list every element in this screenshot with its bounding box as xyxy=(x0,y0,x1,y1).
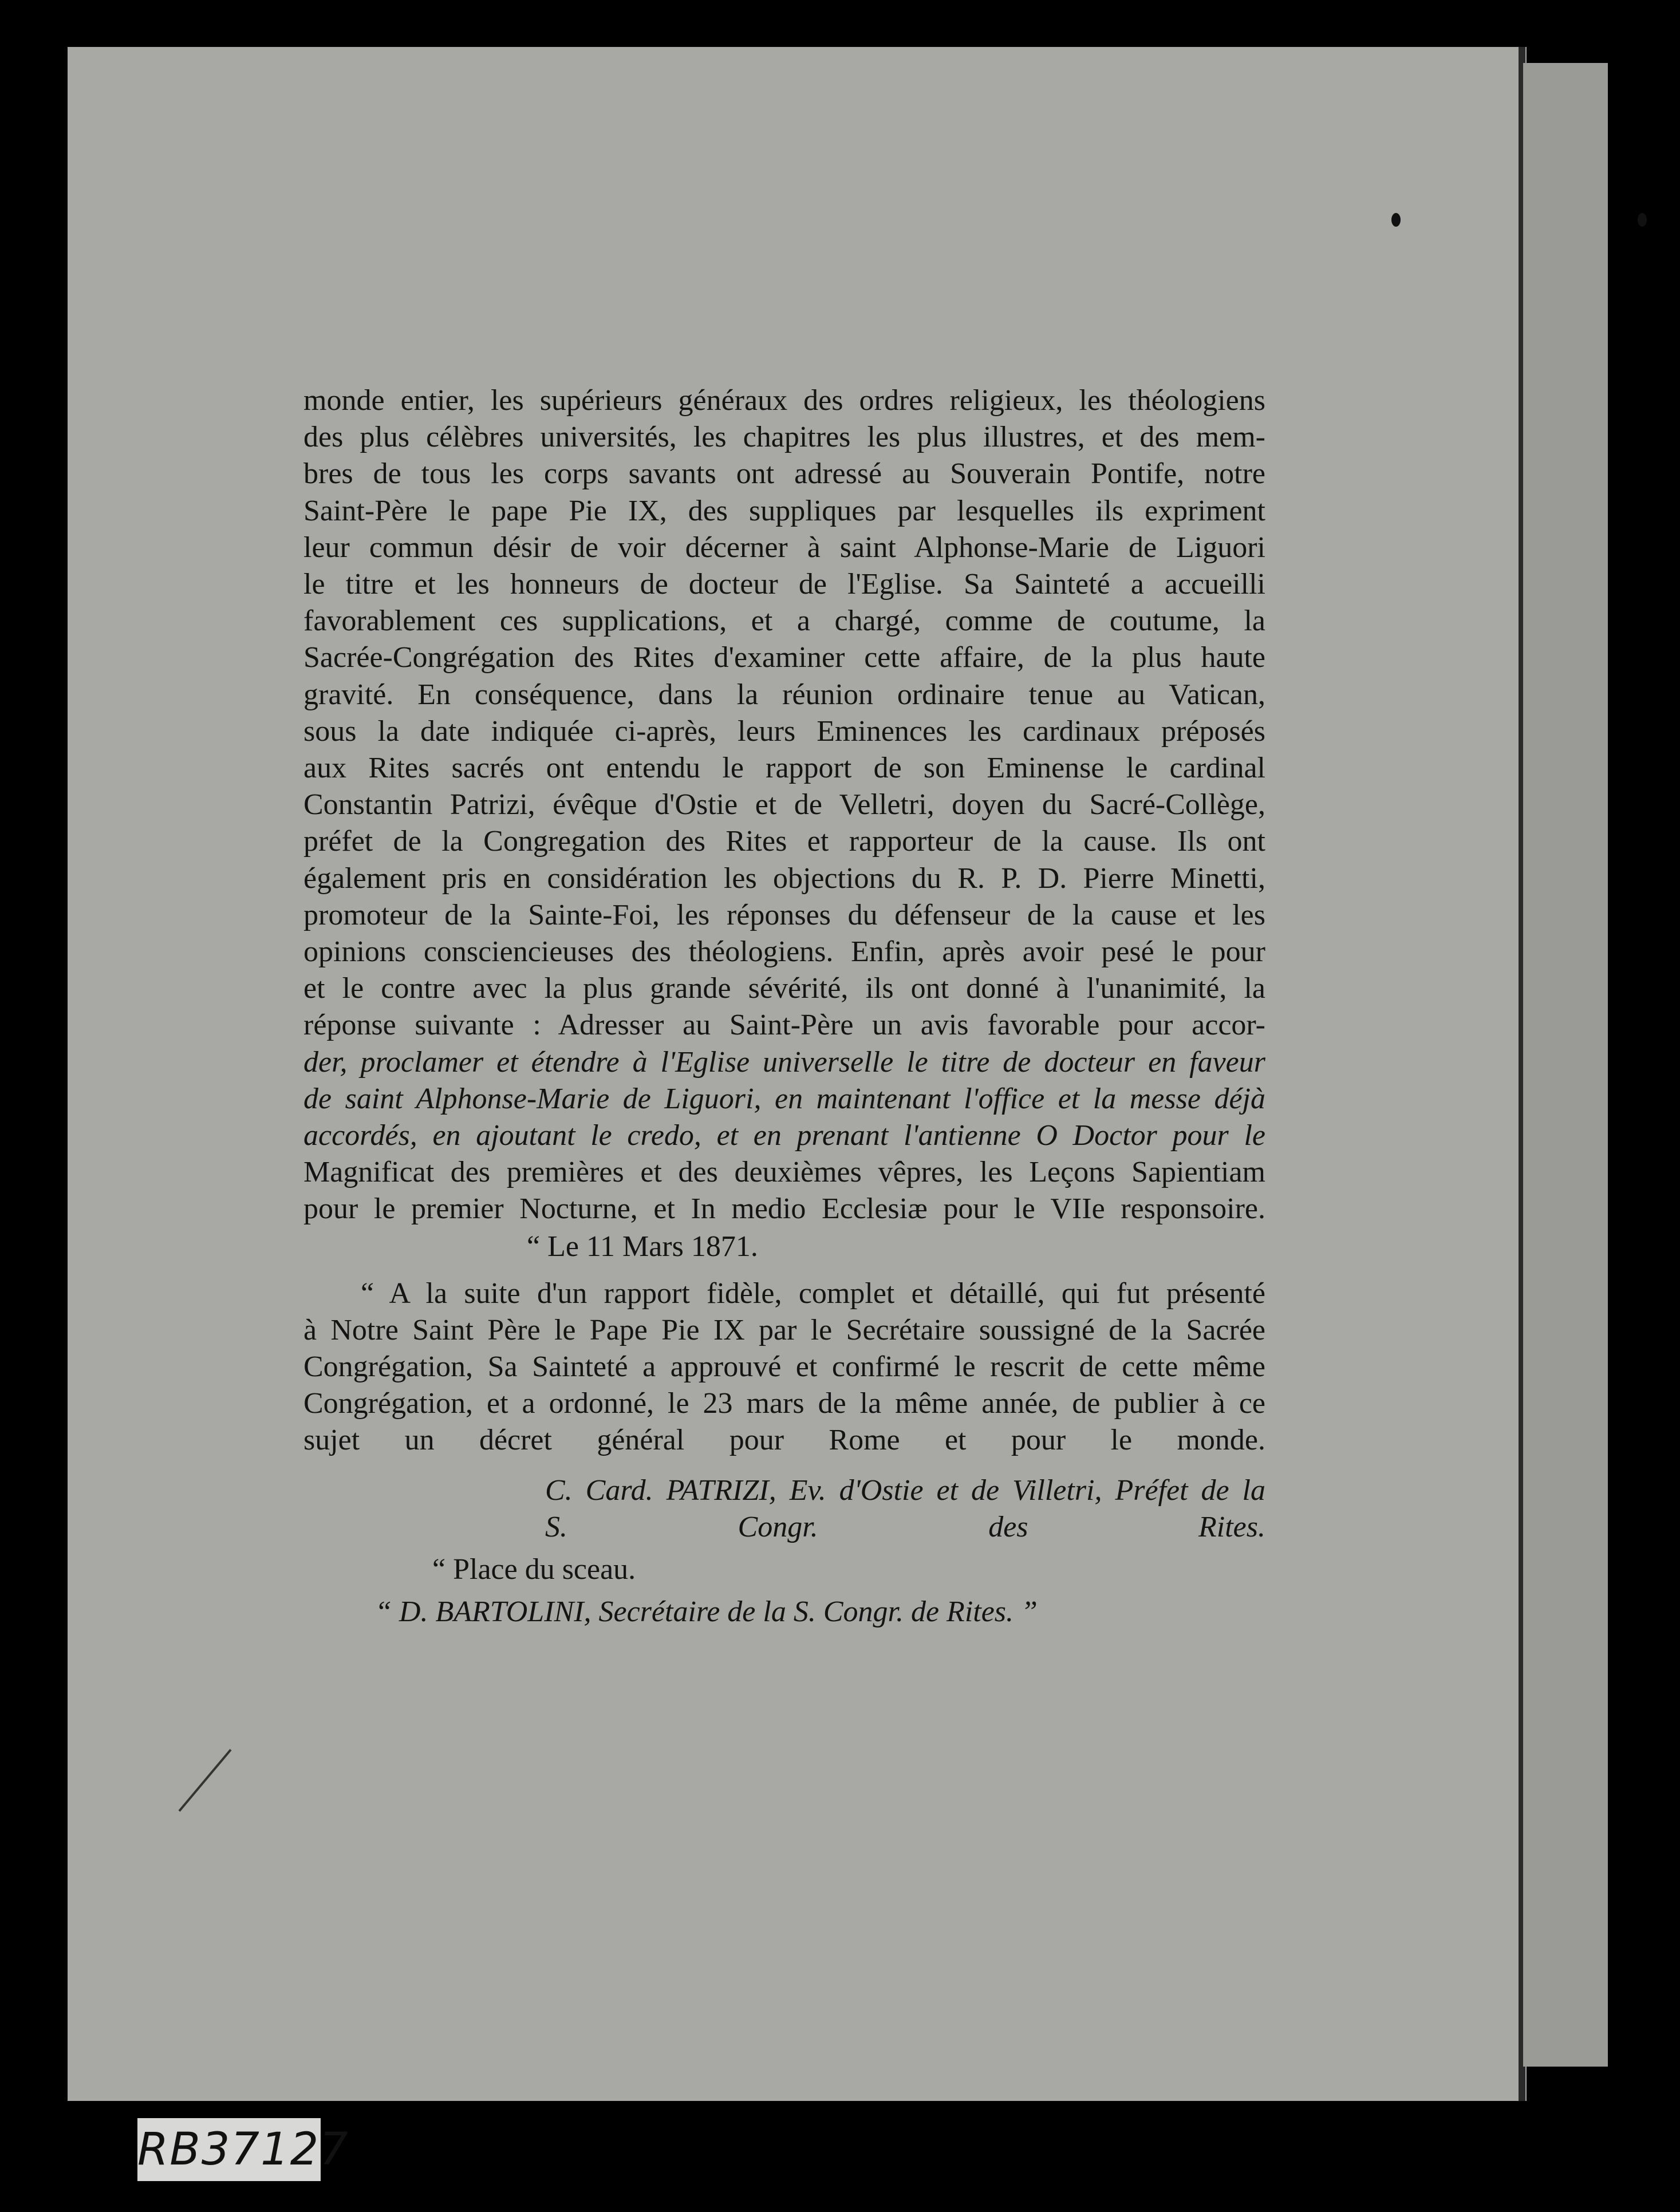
archive-label: RB37127 xyxy=(137,2118,321,2181)
seal-place-note: “ Place du sceau. xyxy=(432,1553,636,1586)
approval-line: à Notre Saint Père le Pape Pie IX par le Secrétaire soussigné de la Sacrée xyxy=(303,1314,1265,1346)
body-line: aux Rites sacrés ont entendu le rapport de son Eminense le cardinal xyxy=(303,752,1265,785)
body-line: Saint-Père le pape Pie IX, des suppliques par lesquelles ils expriment xyxy=(303,494,1265,527)
body-line: Magnificat des premières et des deuxièmes vêpres, les Leçons Sapientiam xyxy=(303,1156,1265,1189)
decree-date: “ Le 11 Mars 1871. xyxy=(527,1230,758,1263)
approval-line: Congrégation, et a ordonné, le 23 mars de la même année, de publier à ce xyxy=(303,1387,1265,1420)
body-line: préfet de la Congregation des Rites et rapporteur de la cause. Ils ont xyxy=(303,825,1265,858)
signature-line: C. Card. PATRIZI, Ev. d'Ostie et de Villetri, Préfet de la xyxy=(545,1474,1265,1507)
body-line: favorablement ces supplications, et a chargé, comme de coutume, la xyxy=(303,605,1265,638)
approval-line: Congrégation, Sa Sainteté a approuvé et confirmé le rescrit de cette même xyxy=(303,1350,1265,1383)
body-line: le titre et les honneurs de docteur de l'Eglise. Sa Sainteté a accueilli xyxy=(303,568,1265,601)
body-line: promoteur de la Sainte-Foi, les réponses du défenseur de la cause et les xyxy=(303,898,1265,931)
body-line: gravité. En conséquence, dans la réunion ordinaire tenue au Vatican, xyxy=(303,678,1265,711)
approval-paragraph xyxy=(303,1275,1265,1459)
prefect-signature xyxy=(545,1472,1265,1546)
body-line: monde entier, les supérieurs généraux des ordres religieux, les théologiens xyxy=(303,384,1265,417)
body-line: Sacrée-Congrégation des Rites d'examiner cette affaire, de la plus haute xyxy=(303,641,1265,674)
body-line: réponse suivante : Adresser au Saint-Père un avis favorable pour accor- xyxy=(303,1009,1265,1042)
approval-line: “ A la suite d'un rapport fidèle, complet et détaillé, qui fut présenté xyxy=(361,1277,1265,1310)
secretary-signature: “ D. BARTOLINI, Secrétaire de la S. Congr. de Rites. ” xyxy=(375,1595,1038,1628)
body-line: des plus célèbres universités, les chapitres les plus illustres, et des mem- xyxy=(303,421,1265,454)
body-line: pour le premier Nocturne, et In medio Ecclesiæ pour le VIIe responsoire. xyxy=(303,1192,1265,1226)
body-line: Constantin Patrizi, évêque d'Ostie et de Velletri, doyen du Sacré-Collège, xyxy=(303,788,1265,821)
body-line: de saint Alphonse-Marie de Liguori, en maintenant l'office et la messe déjà xyxy=(303,1082,1265,1115)
body-line: der, proclamer et étendre à l'Eglise universelle le titre de docteur en faveur xyxy=(303,1045,1265,1079)
body-line: bres de tous les corps savants ont adressé au Souverain Pontife, notre xyxy=(303,457,1265,491)
body-line: également pris en considération les objections du R. P. D. Pierre Minetti, xyxy=(303,862,1265,895)
body-line: accordés, en ajoutant le credo, et en prenant l'antienne O Doctor pour le xyxy=(303,1119,1265,1152)
body-line: et le contre avec la plus grande sévérité, ils ont donné à l'unanimité, la xyxy=(303,972,1265,1005)
approval-line: sujet un décret général pour Rome et pour le monde. xyxy=(303,1424,1265,1456)
body-line: opinions consciencieuses des théologiens. Enfin, après avoir pesé le pour xyxy=(303,935,1265,969)
ink-dot xyxy=(1638,213,1647,227)
ink-dot xyxy=(1391,213,1401,227)
body-line: leur commun désir de voir décerner à saint Alphonse-Marie de Liguori xyxy=(303,531,1265,564)
signature-line: S. Congr. des Rites. xyxy=(545,1511,1265,1543)
body-line: sous la date indiquée ci-après, leurs Eminences les cardinaux préposés xyxy=(303,714,1265,748)
adjacent-page-edge xyxy=(1523,63,1608,2067)
body-text xyxy=(303,382,1265,1228)
